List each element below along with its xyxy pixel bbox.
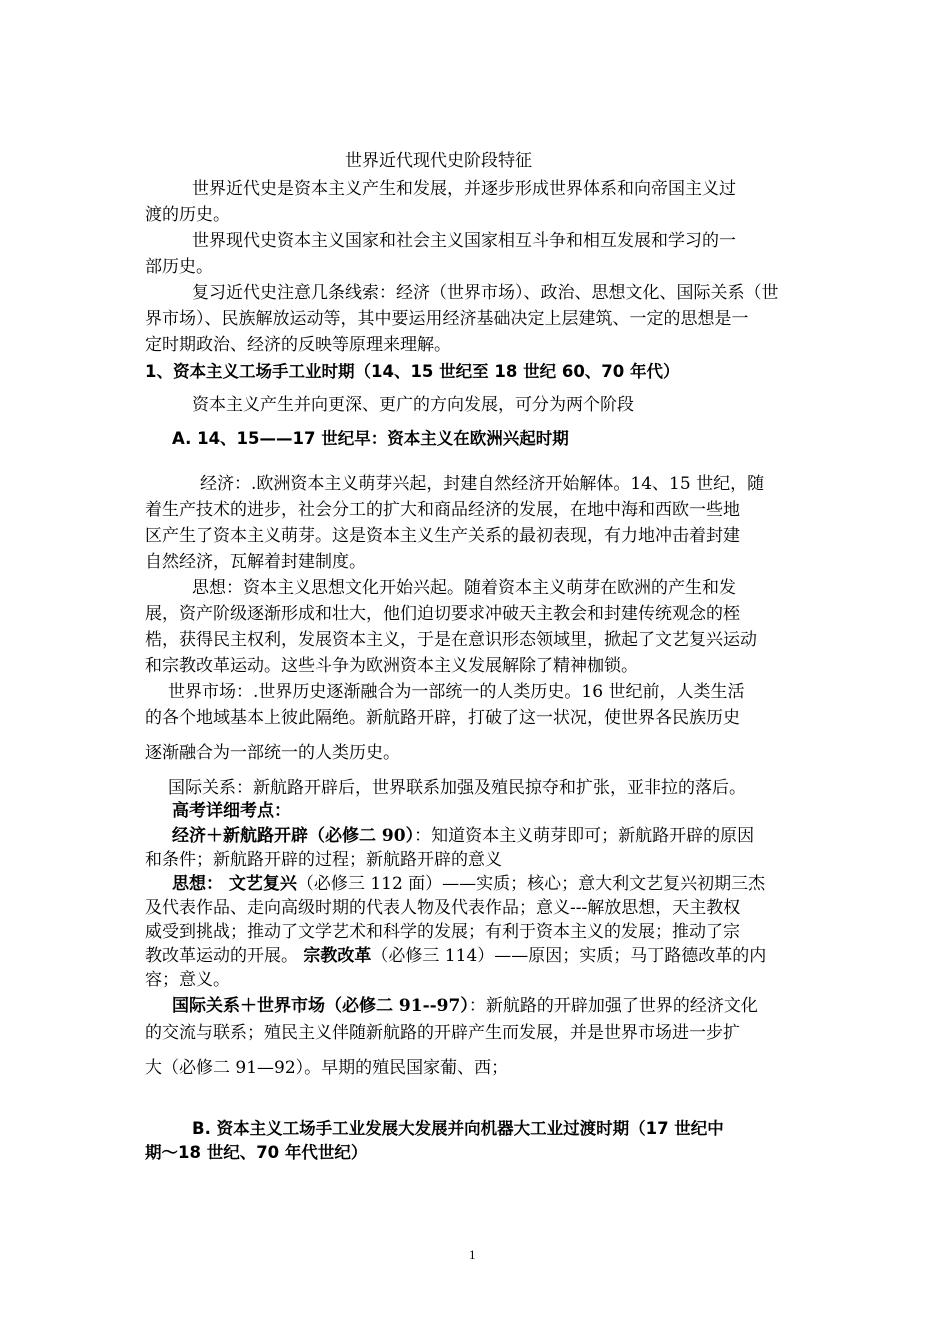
exam-point-2-title: 思想： 文艺复兴 [172, 874, 297, 894]
economy-paragraph-cont3: 自然经济，瓦解着封建制度。 [145, 552, 366, 572]
exam-point-3-title: 国际关系＋世界市场（必修二 91--97） [172, 996, 469, 1016]
world-market-paragraph: 世界市场：.世界历史逐渐融合为一部统一的人类历史。16 世纪前，人类生活 [168, 682, 745, 702]
exam-point-1 [172, 825, 754, 847]
exam-point-1-text: ：知道资本主义萌芽即可；新航路开辟的原因 [414, 826, 755, 846]
intro-paragraph-3: 复习近代史注意几条线索：经济（世界市场）、政治、思想文化、国际关系（世 [192, 283, 779, 303]
religious-reform-title: 宗教改革 [303, 946, 372, 966]
exam-point-2-cont2: 威受到挑战；推动了文学艺术和科学的发展；有利于资本主义的发展；推动了宗 [145, 922, 740, 942]
economy-paragraph-cont: 着生产技术的进步，社会分工的扩大和商品经济的发展，在地中海和西欧一些地 [145, 500, 740, 520]
economy-paragraph: 经济：.欧洲资本主义萌芽兴起，封建自然经济开始解体。14、15 世纪，随 [200, 474, 765, 494]
exam-point-1-cont: 和条件；新航路开辟的过程；新航路开辟的意义 [145, 850, 502, 870]
thought-paragraph-cont3: 和宗教改革运动。这些斗争为欧洲资本主义发展解除了精神枷锁。 [145, 656, 638, 676]
intro-paragraph-2-cont: 部历史。 [145, 257, 213, 277]
exam-point-1-title: 经济＋新航路开辟（必修二 90） [172, 826, 415, 846]
thought-paragraph: 思想：资本主义思想文化开始兴起。随着资本主义萌芽在欧洲的产生和发 [192, 578, 736, 598]
intro-paragraph-3-cont2: 定时期政治、经济的反映等原理来理解。 [145, 335, 451, 355]
thought-paragraph-cont2: 梏，获得民主权利，发展资本主义，于是在意识形态领域里，掀起了文艺复兴运动 [145, 630, 757, 650]
exam-point-3-cont: 的交流与联系；殖民主义伴随新航路的开辟产生而发展，并是世界市场进一步扩 [145, 1023, 740, 1043]
intro-paragraph-3-cont: 界市场）、民族解放运动等，其中要运用经济基础决定上层建筑、一定的思想是一 [145, 309, 749, 329]
exam-point-2-text: （必修三 112 面）——实质；核心；意大利文艺复兴初期三杰 [296, 874, 766, 894]
intro-paragraph-2: 世界现代史资本主义国家和社会主义国家相互斗争和相互发展和学习的一 [192, 231, 736, 251]
subsection-b-heading-cont: 期～18 世纪、70 年代世纪） [145, 1143, 368, 1162]
thought-paragraph-cont: 展，资产阶级逐渐形成和壮大，他们迫切要求冲破天主教会和封建传统观念的桎 [145, 604, 740, 624]
economy-paragraph-cont2: 区产生了资本主义萌芽。这是资本主义生产关系的最初表现，有力地冲击着封建 [145, 526, 740, 546]
world-market-paragraph-cont2: 逐渐融合为一部统一的人类历史。 [145, 743, 400, 763]
intl-relations-paragraph: 国际关系：新航路开辟后，世界联系加强及殖民掠夺和扩张，亚非拉的落后。 [168, 778, 746, 798]
intro-paragraph-1: 世界近代史是资本主义产生和发展，并逐步形成世界体系和向帝国主义过 [192, 179, 736, 199]
world-market-paragraph-cont: 的各个地域基本上彼此隔绝。新航路开辟，打破了这一状况，使世界各民族历史 [145, 708, 740, 728]
exam-point-2-cont: 及代表作品、走向高级时期的代表人物及代表作品；意义---解放思想，天主教权 [145, 898, 741, 918]
subsection-b-heading: B. 资本主义工场手工业发展大发展并向机器大工业过渡时期（17 世纪中 [192, 1119, 724, 1138]
section-1-heading: 1、资本主义工场手工业时期（14、15 世纪至 18 世纪 60、70 年代） [145, 362, 680, 381]
page-number: 1 [469, 1247, 476, 1262]
exam-point-2 [172, 873, 765, 895]
subsection-a-heading: A. 14、15——17 世纪早：资本主义在欧洲兴起时期 [172, 429, 569, 448]
exam-point-3-cont2: 大（必修二 91—92）。早期的殖民国家葡、西； [145, 1058, 509, 1078]
page-title: 世界近代现代史阶段特征 [345, 151, 532, 171]
exam-point-3 [172, 995, 758, 1017]
exam-point-2-text-a: 教改革运动的开展。 [145, 946, 298, 966]
exam-point-2-cont3 [145, 945, 766, 967]
exam-point-2-cont4: 容；意义。 [145, 970, 230, 990]
section-1-lead: 资本主义产生并向更深、更广的方向发展，可分为两个阶段 [192, 395, 634, 415]
exam-points-heading: 高考详细考点： [172, 801, 291, 821]
exam-point-2-text-b: （必修三 114）——原因；实质；马丁路德改革的内 [371, 946, 767, 966]
intro-paragraph-1-cont: 渡的历史。 [145, 205, 230, 225]
exam-point-3-text: ：新航路的开辟加强了世界的经济文化 [468, 996, 758, 1016]
